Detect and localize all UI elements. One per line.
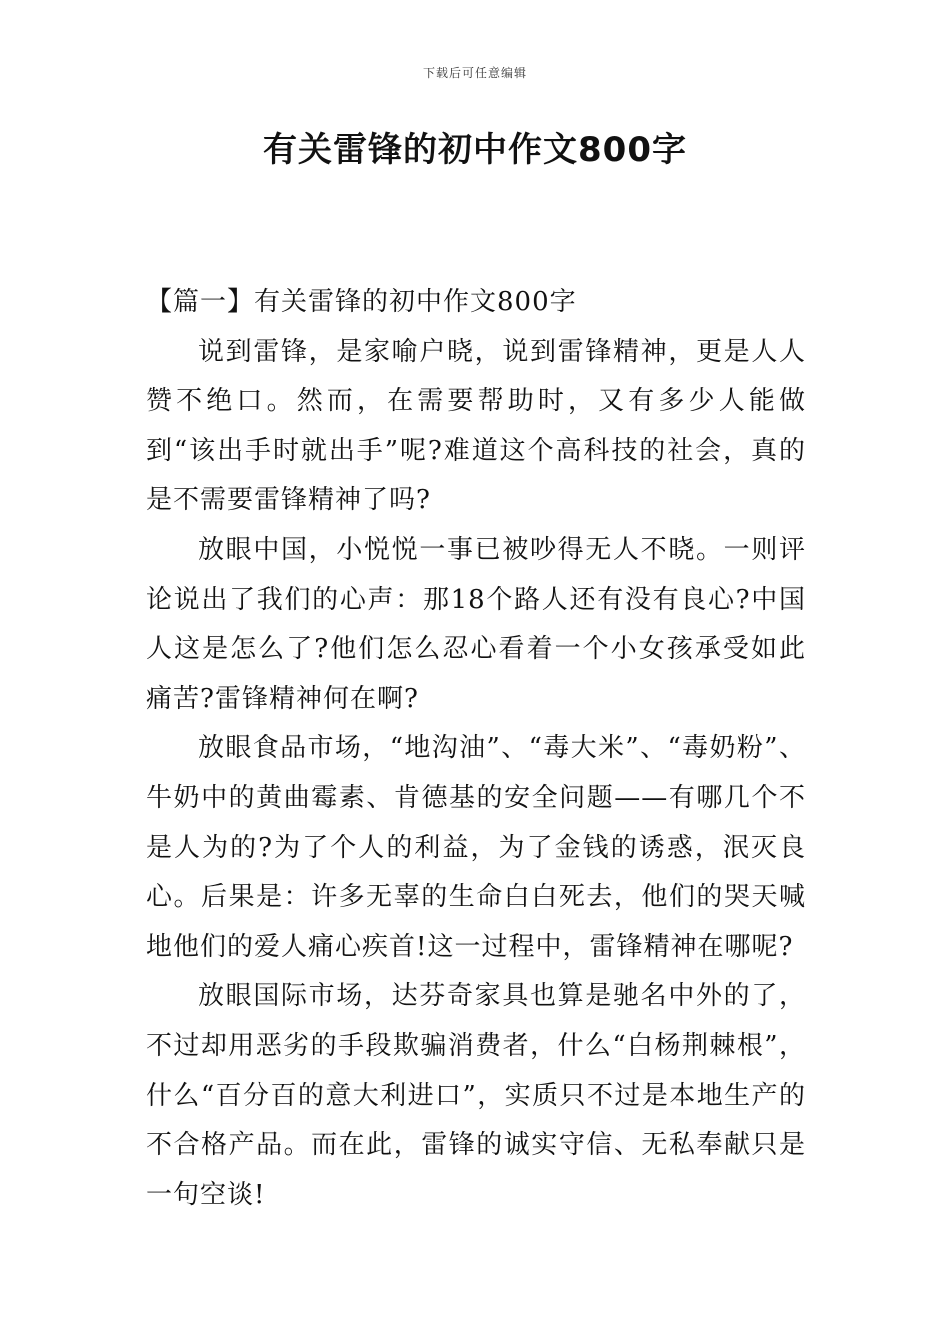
article-body <box>146 278 806 1220</box>
section-heading: 【篇一】有关雷锋的初中作文800字 <box>146 287 577 317</box>
paragraph-4: 放眼国际市场，达芬奇家具也算是驰名中外的了，不过却用恶劣的手段欺骗消费者，什么“白杨荆棘根”，什么“百分百的意大利进口”，实质只不过是本地生产的不合格产品。而在此，雷锋的诚实守信、无私奉献只是一句空谈! <box>146 981 806 1210</box>
header-note: 下载后可任意编辑 <box>422 66 527 80</box>
page-title: 有关雷锋的初中作文800字 <box>263 130 687 170</box>
paragraph-3: 放眼食品市场，“地沟油”、“毒大米”、“毒奶粉”、牛奶中的黄曲霉素、肯德基的安全问题——有哪几个不是人为的?为了个人的利益，为了金钱的诱惑，泯灭良心。后果是：许多无辜的生命白白死去，他们的哭天喊地他们的爱人痛心疾首!这一过程中，雷锋精神在哪呢? <box>146 733 806 962</box>
paragraph-2: 放眼中国，小悦悦一事已被吵得无人不晓。一则评论说出了我们的心声：那18个路人还有没有良心?中国人这是怎么了?他们怎么忍心看着一个小女孩承受如此痛苦?雷锋精神何在啊? <box>146 534 806 714</box>
paragraph-1: 说到雷锋，是家喻户晓，说到雷锋精神，更是人人赞不绝口。然而，在需要帮助时，又有多少人能做到“该出手时就出手”呢?难道这个高科技的社会，真的是不需要雷锋精神了吗? <box>146 336 806 516</box>
